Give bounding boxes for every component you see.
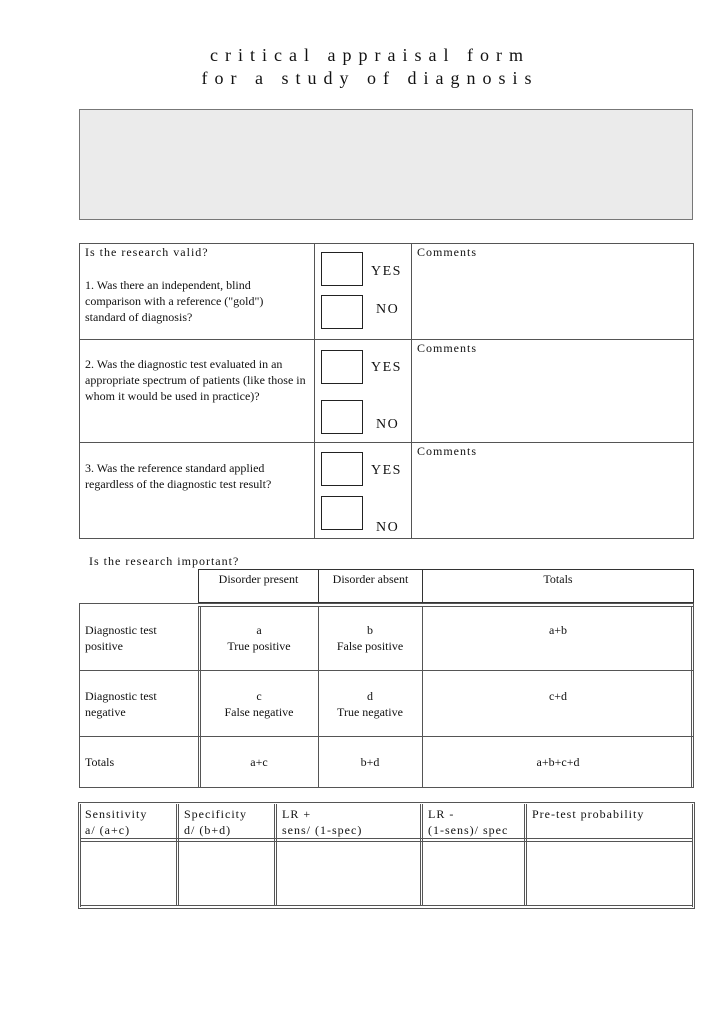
q1-yes-checkbox[interactable]: [321, 252, 363, 286]
cell-grand-total: a+b+c+d: [536, 755, 580, 769]
q1-comments-field[interactable]: [413, 262, 691, 336]
q1-no-checkbox[interactable]: [321, 295, 363, 329]
row-label-test-negative: Diagnostic test negative: [85, 689, 157, 719]
q1-no-label: NO: [376, 302, 400, 317]
importance-heading: Is the research important?: [89, 554, 240, 568]
q1-yes-label: YES: [371, 264, 402, 279]
summary-header-lr-positive: LR +: [282, 807, 312, 821]
q3-yes-checkbox[interactable]: [321, 452, 363, 486]
summary-formula-lr-positive: sens/ (1-spec): [282, 823, 363, 837]
form-title-line1: critical appraisal form: [210, 45, 530, 65]
summary-formula-specificity: d/ (b+d): [184, 823, 232, 837]
cell-c-caption: False negative: [224, 705, 294, 719]
q3-yes-label: YES: [371, 463, 402, 478]
row-label-test-positive: Diagnostic test positive: [85, 623, 157, 653]
summary-header-pretest-probability: Pre-test probability: [532, 807, 645, 821]
col-header-disorder-absent: Disorder absent: [318, 569, 423, 603]
q2-comments-label: Comments: [417, 341, 478, 355]
sensitivity-answer-field[interactable]: [82, 843, 175, 904]
q2-yes-label: YES: [371, 360, 402, 375]
q3-comments-field[interactable]: [413, 461, 691, 536]
cell-d-value: d: [367, 689, 373, 703]
summary-header-specificity: Specificity: [184, 807, 247, 821]
cell-ac-total: a+c: [250, 755, 268, 769]
q2-no-checkbox[interactable]: [321, 400, 363, 434]
cell-c-value: c: [256, 689, 262, 703]
summary-header-sensitivity: Sensitivity: [85, 807, 148, 821]
q3-comments-label: Comments: [417, 444, 478, 458]
cell-d-caption: True negative: [337, 705, 403, 719]
cell-a-caption: True positive: [227, 639, 291, 653]
lr-positive-answer-field[interactable]: [278, 843, 419, 904]
cell-bd-total: b+d: [360, 755, 380, 769]
validity-question-1: 1. Was there an independent, blind comparison with a reference ("gold") standard of diagnosis?: [85, 278, 264, 324]
validity-question-2: 2. Was the diagnostic test evaluated in an appropriate spectrum of patients (like those in whom it would be used in practice)?: [85, 357, 306, 403]
summary-header-lr-negative: LR -: [428, 807, 455, 821]
q1-comments-label: Comments: [417, 245, 478, 259]
row-label-totals: Totals: [85, 755, 115, 769]
citation-box[interactable]: [79, 109, 693, 220]
q2-yes-checkbox[interactable]: [321, 350, 363, 384]
form-title-line2: for a study of diagnosis: [201, 68, 539, 88]
q3-no-label: NO: [376, 520, 400, 535]
cell-a-value: a: [256, 623, 262, 637]
cell-cd-total: c+d: [548, 689, 568, 703]
validity-question-3: 3. Was the reference standard applied regardless of the diagnostic test result?: [85, 461, 272, 491]
pretest-probability-answer-field[interactable]: [528, 843, 691, 904]
col-header-totals: Totals: [422, 569, 694, 603]
cell-ab-total: a+b: [548, 623, 568, 637]
q2-no-label: NO: [376, 417, 400, 432]
specificity-answer-field[interactable]: [180, 843, 273, 904]
q2-comments-field[interactable]: [413, 358, 691, 440]
q3-no-checkbox[interactable]: [321, 496, 363, 530]
summary-formula-lr-negative: (1-sens)/ spec: [428, 823, 509, 837]
summary-formula-sensitivity: a/ (a+c): [85, 823, 131, 837]
cell-b-caption: False positive: [336, 639, 404, 653]
validity-heading: Is the research valid?: [85, 245, 209, 259]
cell-b-value: b: [367, 623, 373, 637]
lr-negative-answer-field[interactable]: [424, 843, 523, 904]
col-header-disorder-present: Disorder present: [198, 569, 319, 603]
